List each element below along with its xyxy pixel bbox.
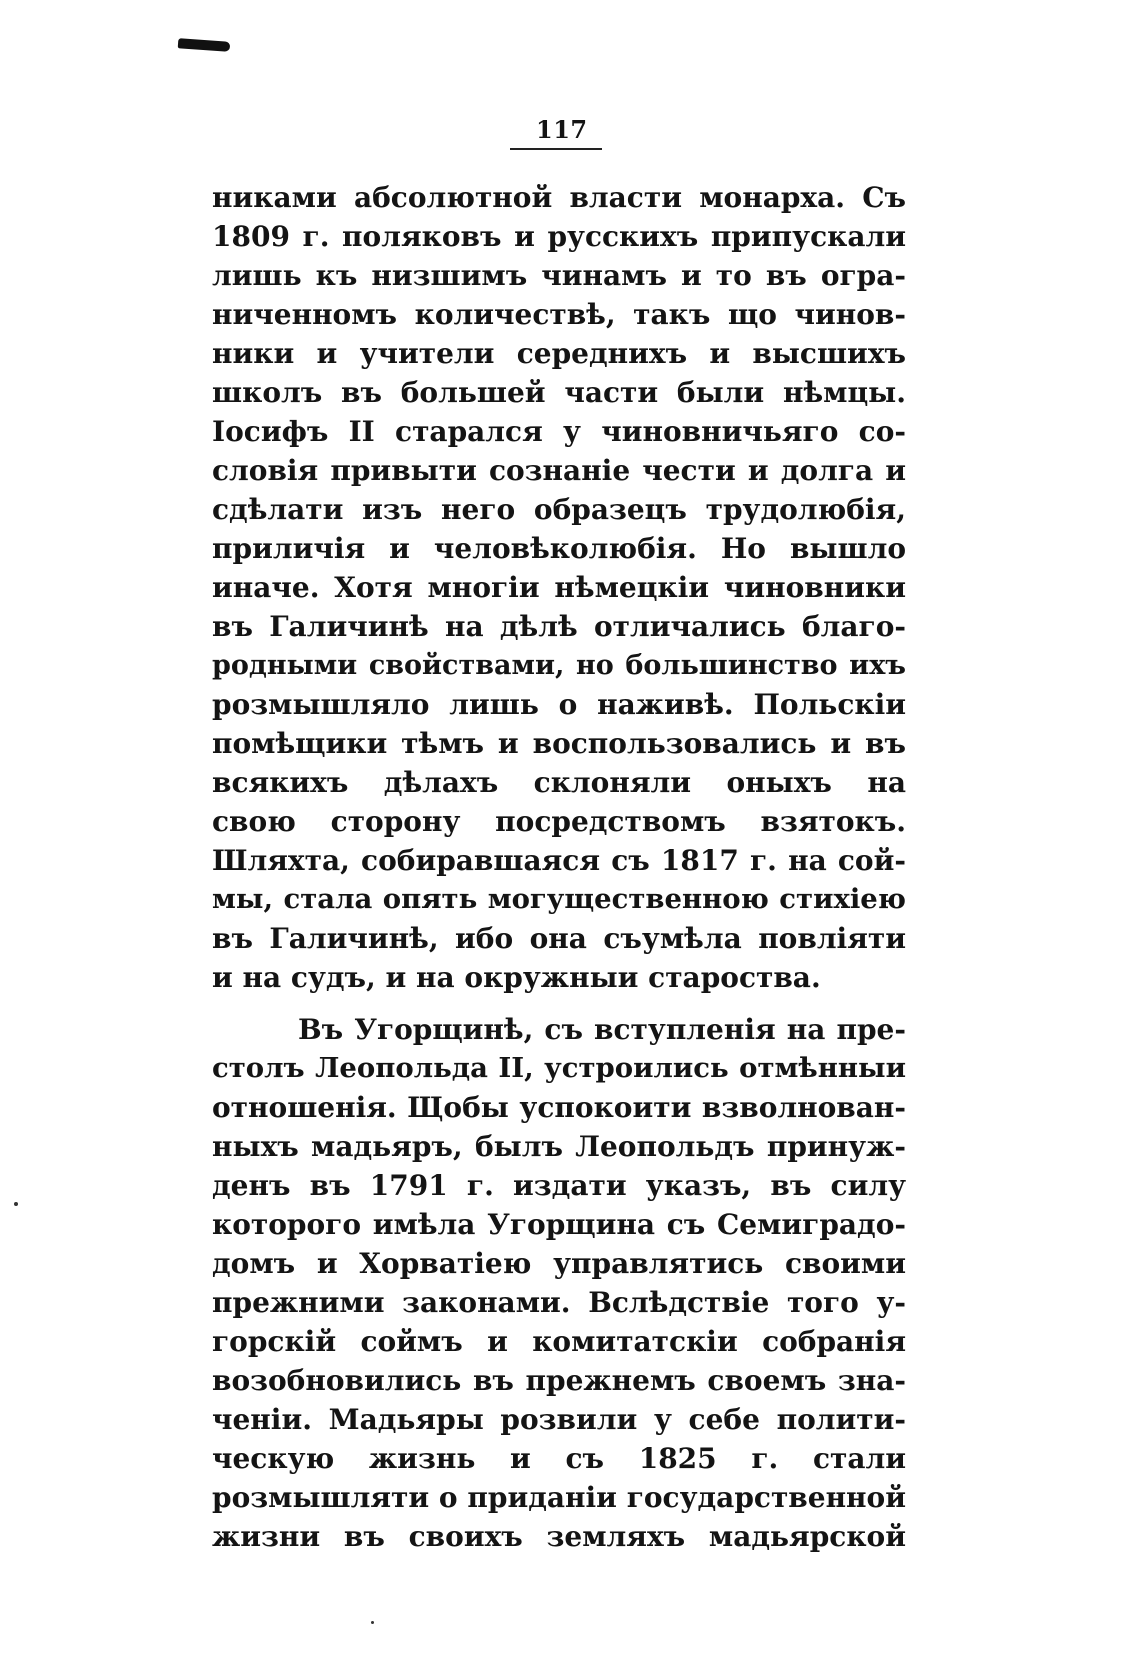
- paragraph-gap: [212, 997, 906, 1010]
- paragraph-2: [212, 1010, 906, 1556]
- text-line: Въ Угорщинѣ, съ вступленія на пре-: [298, 1013, 906, 1046]
- text-line: приличія и человѣколюбія. Но вышло: [212, 532, 906, 565]
- text-line: никами абсолютной власти монарха. Съ: [212, 181, 906, 214]
- ink-speck: [14, 1202, 18, 1206]
- text-line: ченіи. Мадьяры розвили у себе полити-: [212, 1403, 906, 1436]
- page-number-rule: [510, 148, 602, 150]
- text-line: возобновились въ прежнемъ своемъ зна-: [212, 1364, 906, 1397]
- text-line: родными свойствами, но большинство ихъ: [212, 650, 906, 681]
- ink-smudge: [178, 38, 231, 52]
- text-line: денъ въ 1791 г. издати указъ, въ силу: [212, 1169, 906, 1202]
- text-line: горскій соймъ и комитатскіи собранія: [212, 1325, 906, 1358]
- text-line: розмышляло лишь о наживѣ. Польскіи: [212, 688, 906, 721]
- text-line: лишь къ низшимъ чинамъ и то въ огра-: [212, 259, 906, 292]
- text-line: всякихъ дѣлахъ склоняли оныхъ на: [212, 766, 906, 799]
- text-line: 1809 г. поляковъ и русскихъ припускали: [212, 220, 906, 253]
- paragraph-1: [212, 178, 906, 997]
- text-line: и на судъ, и на окружныи староства.: [212, 961, 821, 994]
- text-line: отношенія. Щобы успокоити взволнован-: [212, 1091, 906, 1124]
- text-line: мы, стала опять могущественною стихіею: [212, 883, 906, 915]
- text-line: ниченномъ количествѣ, такъ що чинов-: [212, 298, 906, 331]
- text-line: ныхъ мадьяръ, былъ Леопольдъ принуж-: [212, 1130, 906, 1163]
- text-line: ческую жизнь и съ 1825 г. стали: [212, 1442, 906, 1475]
- text-line: столъ Леопольда II, устроились отмѣнныи: [212, 1052, 906, 1084]
- text-line: ники и учители середнихъ и высшихъ: [212, 337, 906, 370]
- text-line: словія привыти сознаніе чести и долга и: [212, 454, 906, 487]
- text-line: въ Галичинѣ, ибо она съумѣла повліяти: [212, 922, 906, 955]
- page-number: 117: [536, 115, 588, 144]
- text-line: розмышляти о приданіи государственной: [212, 1481, 906, 1514]
- text-line: Іосифъ II старался у чиновничьяго со-: [212, 415, 906, 448]
- text-line: иначе. Хотя многіи нѣмецкіи чиновники: [212, 571, 906, 604]
- ink-speck: [371, 1621, 374, 1624]
- text-line: въ Галичинѣ на дѣлѣ отличались благо-: [212, 610, 906, 643]
- text-line: помѣщики тѣмъ и воспользовались и въ: [212, 727, 906, 760]
- text-line: домъ и Хорватіею управлятись своими: [212, 1247, 906, 1280]
- text-line: которого имѣла Угорщина съ Семиградо-: [212, 1208, 906, 1241]
- body-text: [212, 178, 906, 1556]
- text-line: жизни въ своихъ земляхъ мадьярской: [212, 1520, 906, 1553]
- text-line: школъ въ большей части были нѣмцы.: [212, 376, 906, 409]
- text-line: свою сторону посредствомъ взятокъ.: [212, 805, 906, 838]
- text-line: Шляхта, собиравшаяся съ 1817 г. на сой-: [212, 844, 906, 877]
- text-line: прежними законами. Вслѣдствіе того у-: [212, 1286, 906, 1319]
- text-line: сдѣлати изъ него образецъ трудолюбія,: [212, 493, 906, 526]
